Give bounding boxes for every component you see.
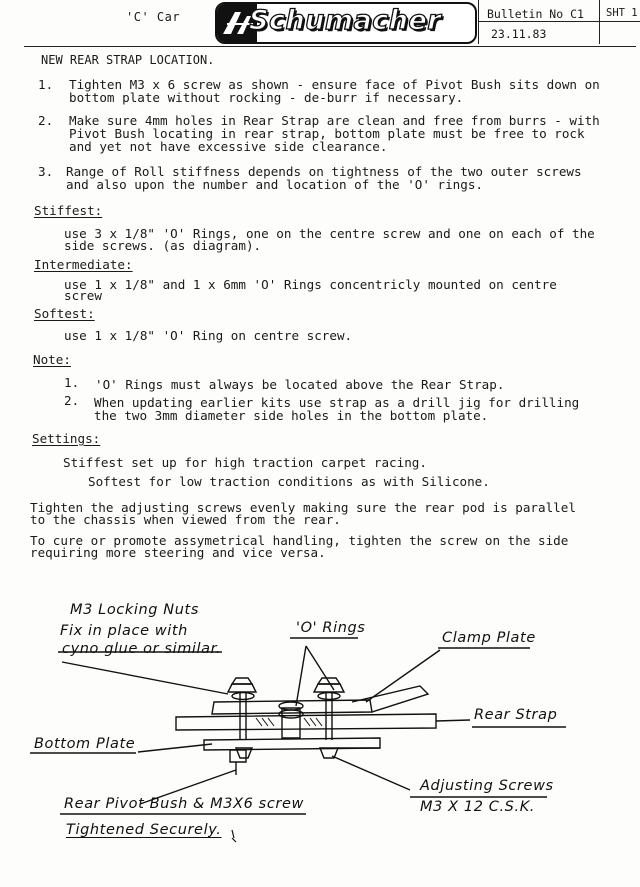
- item-line: and yet not have excessive side clearance.: [69, 139, 388, 154]
- product-name: 'C' Car: [126, 10, 181, 24]
- label-locking-nuts-line2: Fix in place with: [60, 623, 188, 639]
- item-line: and also upon the number and location of the 'O' rings.: [66, 177, 484, 192]
- bulletin-number: Bulletin No C1: [487, 7, 584, 21]
- intermediate-line: use 1 x 1/8" and 1 x 6mm 'O' Rings concentricly mounted on centre: [64, 277, 557, 292]
- sheet-number-box: [599, 0, 640, 44]
- item-line: Tighten M3 x 6 screw as shown - ensure face of Pivot Bush sits down on: [69, 77, 600, 92]
- note-line: the two 3mm diameter side holes in the bottom plate.: [94, 408, 489, 423]
- settings-heading: Settings:: [32, 431, 101, 446]
- stiffest-heading: Stiffest:: [34, 203, 103, 218]
- item-line: Range of Roll stiffness depends on tightness of the two outer screws: [66, 164, 582, 179]
- schumacher-logo: [215, 2, 477, 44]
- label-locking-nuts-line3: cyno glue or similar.: [62, 641, 222, 657]
- note-number: 1.: [64, 375, 80, 390]
- label-clamp-plate: Clamp Plate: [442, 630, 536, 646]
- paragraph-line: to the chassis when viewed from the rear.: [30, 512, 341, 527]
- label-bottom-plate: Bottom Plate: [34, 736, 136, 752]
- item-number: 3.: [38, 164, 54, 179]
- item-number: 2.: [38, 113, 54, 128]
- label-o-rings: 'O' Rings: [296, 620, 366, 636]
- softest-heading: Softest:: [34, 306, 95, 321]
- bulletin-header: [24, 0, 636, 47]
- softest-line: use 1 x 1/8" 'O' Ring on centre screw.: [64, 328, 353, 343]
- settings-line: Stiffest set up for high traction carpet racing.: [63, 455, 427, 470]
- label-pivot-bush: Rear Pivot Bush & M3X6 screw: [64, 796, 304, 812]
- note-line: When updating earlier kits use strap as a drill jig for drilling: [94, 395, 580, 410]
- settings-line: Softest for low traction conditions as with Silicone.: [88, 474, 490, 489]
- sheet-number: SHT 1: [606, 7, 638, 19]
- rear-strap-diagram: [0, 590, 640, 887]
- stiffest-line: use 3 x 1/8" 'O' Rings, one on the centre screw and one on each of the: [64, 226, 595, 241]
- intermediate-line: screw: [64, 288, 102, 303]
- document-title: NEW REAR STRAP LOCATION.: [41, 53, 215, 67]
- note-line: 'O' Rings must always be located above the Rear Strap.: [95, 377, 505, 392]
- label-adjusting-screws-spec: M3 X 12 C.S.K.: [420, 799, 536, 815]
- paragraph-line: Tighten the adjusting screws evenly making sure the rear pod is parallel: [30, 500, 576, 515]
- intermediate-heading: Intermediate:: [34, 257, 133, 272]
- label-pivot-bush-line2: Tightened Securely.: [66, 822, 222, 838]
- stiffest-line: side screws. (as diagram).: [64, 238, 262, 253]
- label-locking-nuts: M3 Locking Nuts: [70, 602, 199, 618]
- paragraph-line: To cure or promote assymetrical handling, tighten the screw on the side: [30, 533, 569, 548]
- label-adjusting-screws: Adjusting Screws: [420, 778, 554, 794]
- item-line: Make sure 4mm holes in Rear Strap are clean and free from burrs - with: [69, 113, 600, 128]
- note-number: 2.: [64, 393, 80, 408]
- bulletin-number-box: [478, 0, 599, 44]
- bulletin-date: 23.11.83: [491, 27, 547, 41]
- label-rear-strap: Rear Strap: [474, 707, 558, 723]
- note-heading: Note:: [33, 352, 71, 367]
- logo-text: Schumacher: [249, 5, 442, 36]
- paragraph-line: requiring more steering and vice versa.: [30, 545, 326, 560]
- item-line: bottom plate without rocking - de-burr if necessary.: [69, 90, 464, 105]
- item-number: 1.: [38, 77, 54, 92]
- item-line: Pivot Bush locating in rear strap, bottom plate must be free to rock: [69, 126, 585, 141]
